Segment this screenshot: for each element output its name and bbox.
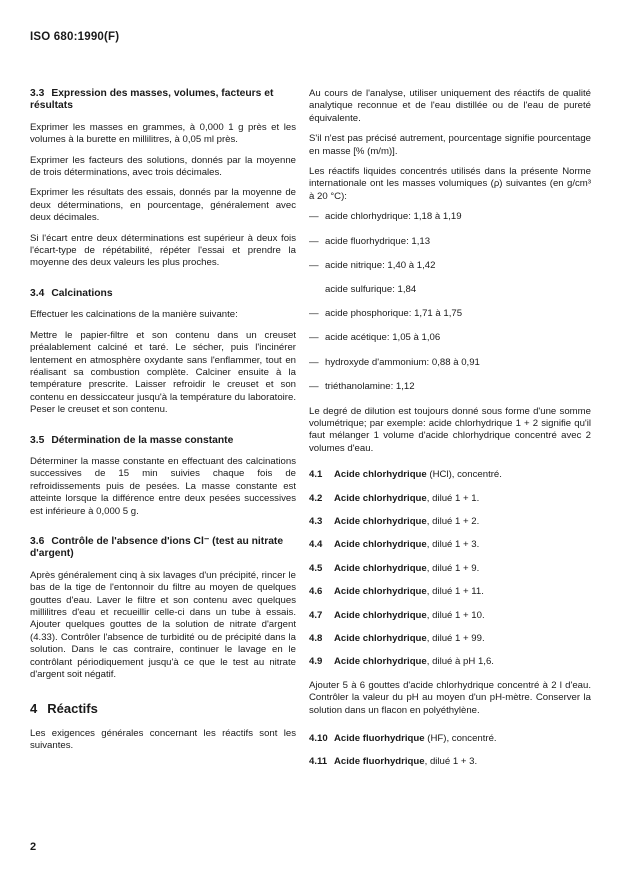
section-3-4-heading [30, 288, 296, 300]
paragraph: Déterminer la masse constante en effectuant des calcinations successives de 15 min suivies chaque fois de refroidissements puis de pesées. La masse constante est atteinte lorsque la différence entre deux pesées successives est inférieure à 0,000 5 g. [30, 455, 296, 517]
right-column [309, 88, 591, 780]
reagent-item: 4.10 Acide fluorhydrique (HF), concentré. [309, 733, 497, 744]
section-number: 3.4 [30, 287, 45, 299]
document-header: ISO 680:1990(F) [30, 31, 120, 43]
section-3-6-heading [30, 536, 296, 561]
section-number: 3.5 [30, 434, 45, 446]
reagent-item: 4.4 Acide chlorhydrique, dilué 1 + 3. [309, 539, 480, 551]
paragraph: Si l'écart entre deux déterminations est supérieur à deux fois l'écart-type de répétabilité, répéter l'essai et prendre la moyenne des deux valeurs les plus proches. [30, 232, 296, 269]
reagent-item: 4.5 Acide chlorhydrique, dilué 1 + 9. [309, 562, 480, 574]
reagent-item: 4.6 Acide chlorhydrique, dilué 1 + 11. [309, 586, 484, 598]
section-number: 3.6 [30, 535, 45, 547]
reagent-item: 4.2 Acide chlorhydrique, dilué 1 + 1. [309, 492, 480, 504]
paragraph: Après généralement cinq à six lavages d'un précipité, rincer le bas de la tige de l'entonnoir du filtre au moyen de quelques gouttes d'eau. Laver le filtre et son contenu avec quelques millilitres d'eau et recueillir celle-ci dans un tube à essais. Ajouter quelques gouttes de la solution de nitrate d'argent (4.33). Contrôler l'absence de turbidité ou de précipité dans la solution. Dans le cas contraire, continuer le lavage en le contrôlant périodiquement jusqu'à ce que le test au nitrate d'argent soit négatif. [30, 569, 296, 681]
section-title: Réactifs [47, 701, 98, 717]
paragraph: Exprimer les masses en grammes, à 0,000 1 g près et les volumes à la burette en millilitres, à 0,05 ml près. [30, 121, 296, 146]
paragraph: Au cours de l'analyse, utiliser uniquement des réactifs de qualité analytique reconnue et de l'eau distillée ou de l'eau de pureté équivalente. [309, 88, 591, 124]
paragraph: Exprimer les facteurs des solutions, donnés par la moyenne de trois déterminations, avec trois décimales. [30, 154, 296, 179]
section-title: Détermination de la masse constante [51, 434, 234, 446]
paragraph: Les réactifs liquides concentrés utilisés dans la présente Norme internationale ont les masses volumiques (ρ) suivantes (en g/cm³ à 20 °C): [309, 166, 591, 202]
density-item: — acide chlorhydrique: 1,18 à 1,19 [309, 211, 462, 223]
page-number: 2 [30, 841, 37, 853]
reagent-item: 4.3 Acide chlorhydrique, dilué 1 + 2. [309, 515, 480, 527]
reagent-item: 4.1 Acide chlorhydrique (HCl), concentré. [309, 469, 502, 481]
density-item: acide sulfurique: 1,84 [325, 284, 417, 296]
paragraph: Mettre le papier-filtre et son contenu dans un creuset préalablement calciné et taré. Le sécher, puis l'incinérer lentement en atmosphère oxydante sans l'enflammer, tout en réalisant sa combustion complète. Calciner ensuite à la température prescrite. Laisser refroidir le creuset et son contenu en dessiccateur jusqu'à la température du laboratoire. Peser le creuset et son contenu. [30, 329, 296, 416]
paragraph: Les exigences générales concernant les réactifs sont les suivantes. [30, 727, 296, 752]
density-item: — acide nitrique: 1,40 à 1,42 [309, 260, 436, 272]
section-number: 4 [30, 701, 38, 717]
reagent-item: 4.7 Acide chlorhydrique, dilué 1 + 10. [309, 609, 485, 621]
reagent-item: 4.11 Acide fluorhydrique, dilué 1 + 3. [309, 756, 478, 768]
section-4-heading [30, 703, 296, 715]
paragraph: Le degré de dilution est toujours donné sous forme d'une somme volumétrique; par exemple: acide chlorhydrique 1 + 2 signifie qu'il faut mélanger 1 volume d'acide chlorhydrique concentré avec 2 volumes d'eau. [309, 405, 591, 454]
paragraph: Exprimer les résultats des essais, donnés par la moyenne de deux déterminations, en pourcentage, généralement avec deux décimales. [30, 187, 296, 224]
paragraph: Effectuer les calcinations de la manière suivante: [30, 309, 238, 321]
left-column [30, 88, 296, 761]
section-title: Contrôle de l'absence d'ions Cl⁻ (test au nitrate d'argent) [30, 535, 284, 560]
density-item: — acide phosphorique: 1,71 à 1,75 [309, 307, 463, 319]
density-item: — acide acétique: 1,05 à 1,06 [309, 332, 441, 344]
reagent-item: 4.9 Acide chlorhydrique, dilué à pH 1,6. [309, 656, 494, 668]
paragraph: Ajouter 5 à 6 gouttes d'acide chlorhydrique concentré à 2 l d'eau. Contrôler la valeur du pH au moyen d'un pH-mètre. Conserver la solution dans un flacon en polyéthylène. [309, 679, 591, 716]
density-item: — triéthanolamine: 1,12 [309, 381, 415, 393]
section-3-3-heading [30, 88, 296, 113]
section-3-5-heading [30, 435, 296, 447]
paragraph: S'il n'est pas précisé autrement, pourcentage signifie pourcentage en masse [% (m/m)]. [309, 133, 591, 157]
density-item: — acide fluorhydrique: 1,13 [309, 235, 431, 247]
section-number: 3.3 [30, 88, 45, 99]
reagent-item: 4.8 Acide chlorhydrique, dilué 1 + 99. [309, 632, 485, 644]
density-item: — hydroxyde d'ammonium: 0,88 à 0,91 [309, 356, 480, 368]
section-title: Expression des masses, volumes, facteurs et résultats [30, 88, 274, 112]
section-title: Calcinations [51, 287, 113, 299]
